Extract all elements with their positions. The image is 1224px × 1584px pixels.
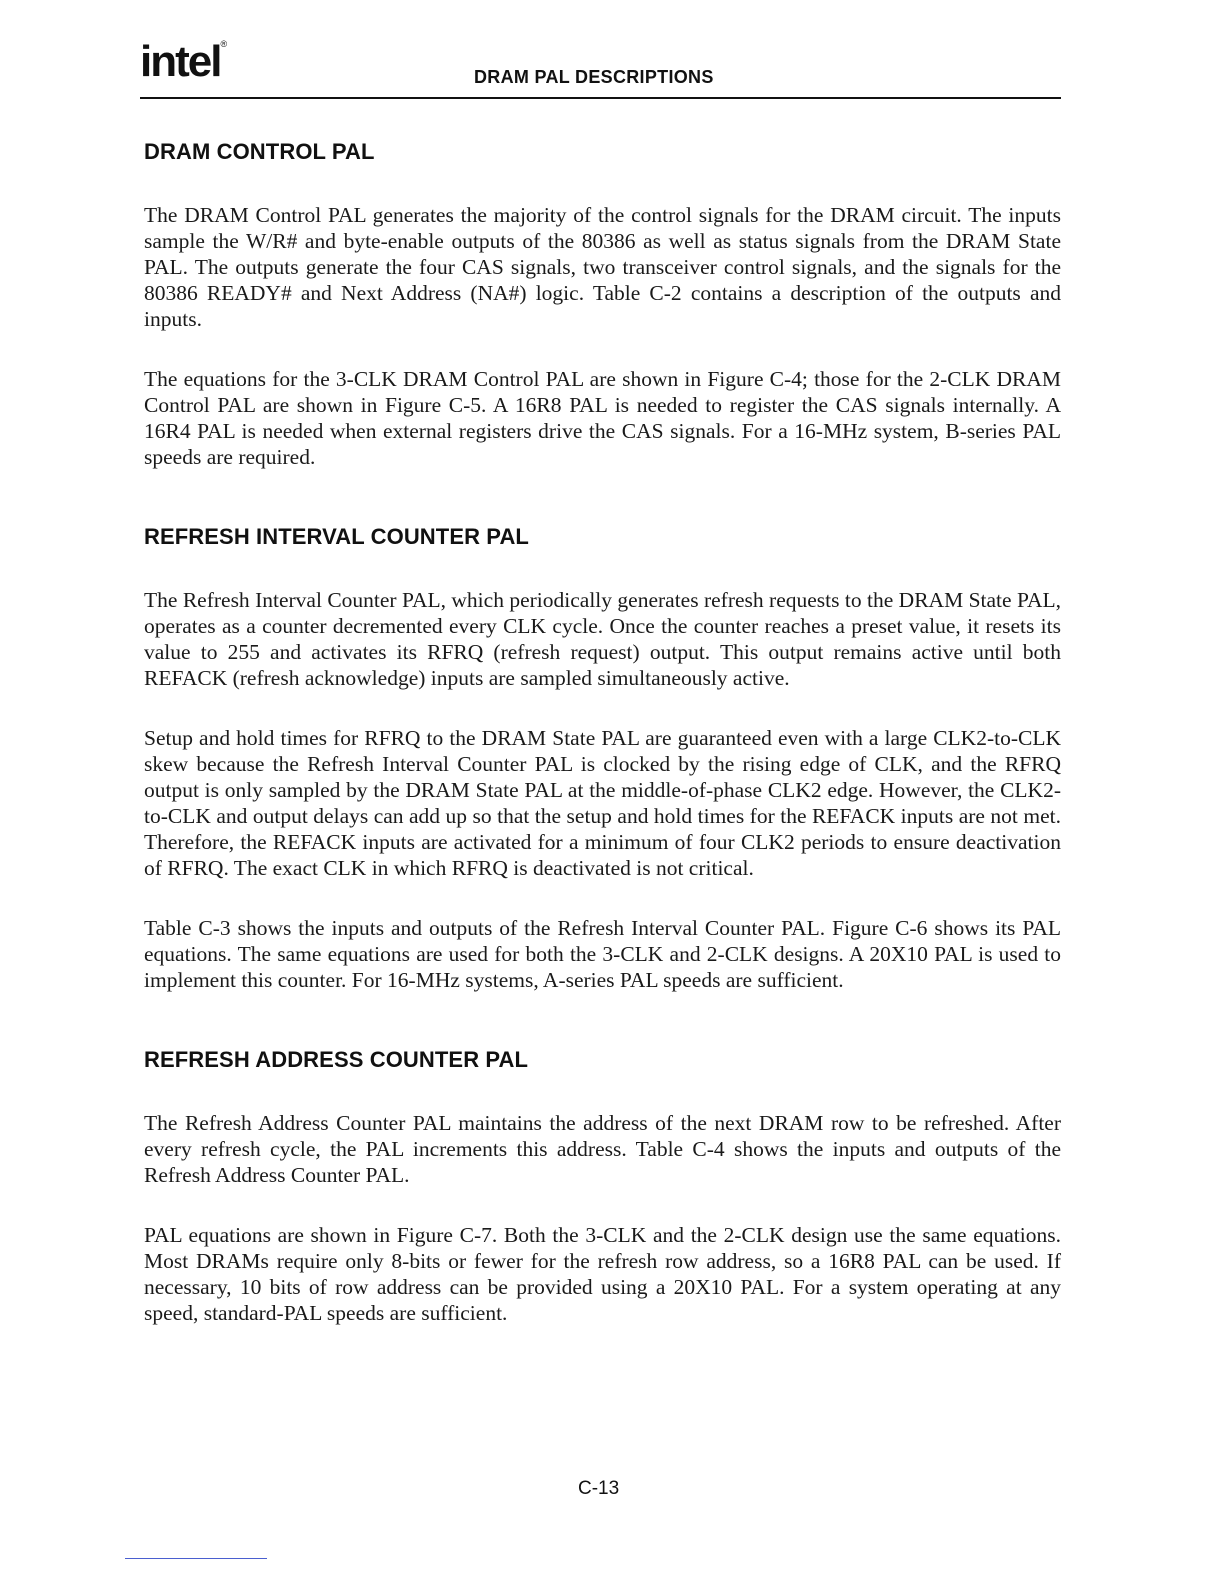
paragraph: PAL equations are shown in Figure C-7. Both the 3-CLK and the 2-CLK design use the same equations. Most DRAMs require only 8-bits or fewer for the refresh row address, so a 16R8 PAL can be used. If necessary, 10 bits of row address can be provided using a 20X10 PAL. For a system operating at any speed, standard-PAL speeds are sufficient.: [144, 1223, 1061, 1325]
paragraph: The equations for the 3-CLK DRAM Control PAL are shown in Figure C-4; those for the 2-CLK DRAM Control PAL are shown in Figure C-5. A 16R8 PAL is needed to register the CAS signals internally. A 16R4 PAL is needed when external registers drive the CAS signals. For a 16-MHz system, B-series PAL speeds are required.: [144, 367, 1061, 469]
page-body: [144, 139, 1061, 1326]
paragraph: The Refresh Interval Counter PAL, which periodically generates refresh requests to the DRAM State PAL, operates as a counter decremented every CLK cycle. Once the counter reaches a preset value, it resets its value to 255 and activates its RFRQ (refresh request) output. This output remains active until both REFACK (refresh acknowledge) inputs are sampled simultaneously active.: [144, 588, 1061, 690]
section-refresh-address-counter-pal: [144, 1047, 1061, 1326]
paragraph: Setup and hold times for RFRQ to the DRAM State PAL are guaranteed even with a large CLK2-to-CLK skew because the Refresh Interval Counter PAL is clocked by the rising edge of CLK, and the RFRQ output is only sampled by the DRAM State PAL at the middle-of-phase CLK2 edge. However, the CLK2-to-CLK and output delays can add up so that the setup and hold times for the REFACK inputs are not met. Therefore, the REFACK inputs are activated for a minimum of four CLK2 periods to ensure deactivation of RFRQ. The exact CLK in which RFRQ is deactivated is not critical.: [144, 726, 1061, 880]
registered-mark: ®: [220, 39, 228, 49]
logo-text: intel: [140, 37, 221, 86]
paragraph: The Refresh Address Counter PAL maintains the address of the next DRAM row to be refreshed. After every refresh cycle, the PAL increments this address. Table C-4 shows the inputs and outputs of the Refresh Address Counter PAL.: [144, 1111, 1061, 1187]
bottom-rule: [125, 1558, 267, 1559]
paragraph: The DRAM Control PAL generates the majority of the control signals for the DRAM circuit. The inputs sample the W/R# and byte-enable outputs of the 80386 as well as status signals from the DRAM State PAL. The outputs generate the four CAS signals, two transceiver control signals, and the signals for the 80386 READY# and Next Address (NA#) logic. Table C-2 contains a description of the outputs and inputs.: [144, 203, 1061, 331]
page-number: C-13: [578, 1478, 620, 1499]
paragraph: Table C-3 shows the inputs and outputs of the Refresh Interval Counter PAL. Figure C-6 shows its PAL equations. The same equations are used for both the 3-CLK and 2-CLK designs. A 20X10 PAL is used to implement this counter. For 16-MHz systems, A-series PAL speeds are sufficient.: [144, 916, 1061, 992]
header-rule: [140, 97, 1061, 99]
section-refresh-interval-counter-pal: [144, 524, 1061, 993]
intel-logo: [140, 37, 228, 86]
section-heading: REFRESH INTERVAL COUNTER PAL: [144, 524, 529, 549]
section-dram-control-pal: [144, 139, 1061, 470]
section-heading: DRAM CONTROL PAL: [144, 139, 375, 164]
running-header: DRAM PAL DESCRIPTIONS: [474, 67, 714, 87]
section-heading: REFRESH ADDRESS COUNTER PAL: [144, 1047, 529, 1072]
